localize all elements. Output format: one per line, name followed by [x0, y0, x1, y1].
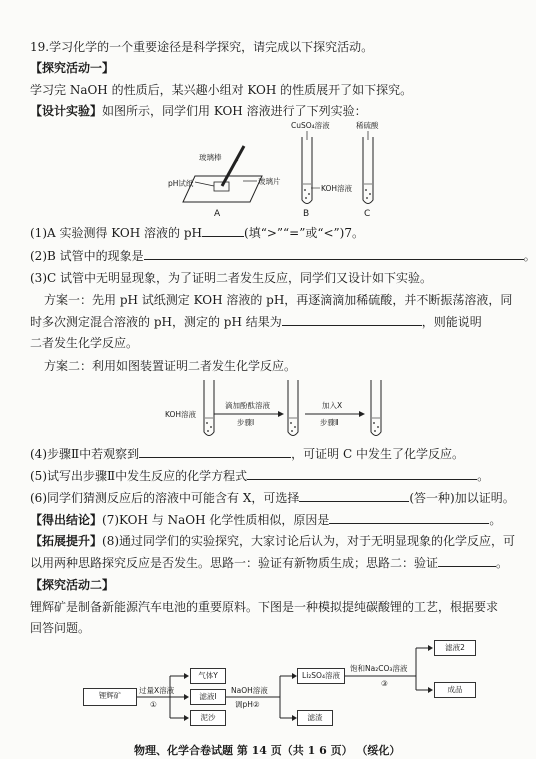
q1-text-a: (1)A 实验测得 KOH 溶液的 pH [30, 226, 203, 240]
activity1-intro: 学习完 NaOH 的性质后，某兴趣小组对 KOH 的性质展开了如下探究。 [30, 83, 413, 97]
activity2-line2: 回答问题。 [30, 621, 91, 635]
step3-reagent-label: 饱和Na₂CO₃溶液 [350, 664, 408, 673]
fig2-step1-label: 步骤Ⅰ [237, 418, 255, 427]
expand-text1: (8)通过同学们的实验探究，大家讨论后认为，对于无明显现象的化学反应，可 [102, 534, 516, 548]
q5-line: (5)试写出步骤Ⅱ中发生反应的化学方程式 。 [30, 469, 490, 483]
gas-y-box: 气体Y [190, 668, 226, 684]
q2-line: (2)B 试管中的现象是 。 [30, 249, 536, 263]
expand-label: 【拓展提升】 [30, 534, 103, 548]
fig2-step2-label: 步骤Ⅱ [320, 418, 339, 427]
q2-text: (2)B 试管中的现象是 [30, 249, 144, 263]
step1-number: ① [150, 700, 157, 709]
design-text: 如图所示，同学们用 KOH 溶液进行了下列实验： [102, 104, 367, 118]
q1-text-b: (填“>”“=”或“<”)7。 [244, 226, 364, 240]
activity1-title: 【探究活动一】 [30, 61, 115, 75]
plan1-text-a: 时多次测定混合溶液的 pH，测定的 pH 结果为 [30, 315, 282, 329]
fig-c-reagent-label: 稀硫酸 [356, 121, 379, 130]
activity2-line1: 锂辉矿是制备新能源汽车电池的重要原料。下图是一种模拟提纯碳酸锂的工艺，根据要求 [30, 600, 499, 614]
fig-a-label: A [214, 209, 221, 219]
q4-text-a: (4)步骤Ⅱ中若观察到 [30, 447, 140, 461]
plan1-line1: 方案一：先用 pH 试纸测定 KOH 溶液的 pH，再逐滴滴加稀硫酸，并不断振荡溶液，同 [44, 293, 513, 307]
step1-reagent-label: 过量X溶液 [139, 686, 175, 695]
ore-box: 锂辉矿 [83, 688, 137, 706]
expand-text2b: 。 [496, 556, 509, 570]
fig-c-label: C [364, 209, 371, 219]
page-footer: 物理、化学合卷试题 第 14 页（共 1 6 页） （绥化） [134, 744, 401, 757]
plan2-text: 方案二：利用如图装置证明二者发生化学反应。 [44, 359, 297, 373]
filtrate2-box: 滤液2 [434, 640, 476, 656]
fig-a-rod-label: 玻璃棒 [199, 153, 222, 162]
q4-text-b: ，可证明 C 中发生了化学反应。 [291, 447, 464, 461]
activity2-title: 【探究活动二】 [30, 578, 115, 592]
fig-b-koh-label: KOH溶液 [321, 184, 353, 193]
product-box: 成品 [434, 682, 476, 698]
li2so4-box: Li₂SO₄溶液 [297, 668, 345, 684]
filtrate1-box: 滤液Ⅰ [190, 689, 226, 705]
q5-text: (5)试写出步骤Ⅱ中发生反应的化学方程式 [30, 469, 248, 483]
fig2-koh-label: KOH溶液 [165, 410, 197, 419]
question-header: 19.学习化学的一个重要途径是科学探究，请完成以下探究活动。 [30, 40, 374, 54]
conclusion-label: 【得出结论】 [30, 513, 103, 527]
q6-text-b: (答一种)加以证明。 [409, 491, 515, 505]
fig-b-label: B [303, 209, 310, 219]
step2-reagent-label: NaOH溶液 [231, 686, 268, 695]
residue-box: 滤渣 [297, 710, 333, 726]
conclusion-line: 【得出结论】(7)KOH 与 NaOH 化学性质相似，原因是 。 [30, 513, 502, 527]
fig-b-reagent-label: CuSO₄溶液 [291, 121, 330, 130]
design-label: 【设计实验】 [30, 104, 103, 118]
q3-text: (3)C 试管中无明显现象，为了证明二者发生反应，同学们又设计如下实验。 [30, 271, 432, 285]
expand-text2a: 以用两种思路探究反应是否发生。思路一：验证有新物质生成；思路二：验证 [30, 556, 439, 570]
fig-a-paper-label: pH试纸 [168, 179, 194, 188]
q6-text-a: (6)同学们猜测反应后的溶液中可能含有 X，可选择 [30, 491, 300, 505]
step2-adjust-label: 调pH② [235, 700, 260, 709]
fig-a-plate-label: 玻璃片 [258, 177, 281, 186]
mud-box: 泥沙 [190, 710, 226, 726]
conclusion-text: (7)KOH 与 NaOH 化学性质相似，原因是 [102, 513, 330, 527]
plan1-text-b: ，则能说明 [421, 315, 482, 329]
fig2-arrow2-label: 加入X [322, 401, 343, 410]
plan1-line3: 二者发生化学反应。 [30, 336, 139, 350]
fig2-arrow1-label: 滴加酚酞溶液 [225, 401, 270, 410]
step3-number: ③ [381, 679, 388, 688]
